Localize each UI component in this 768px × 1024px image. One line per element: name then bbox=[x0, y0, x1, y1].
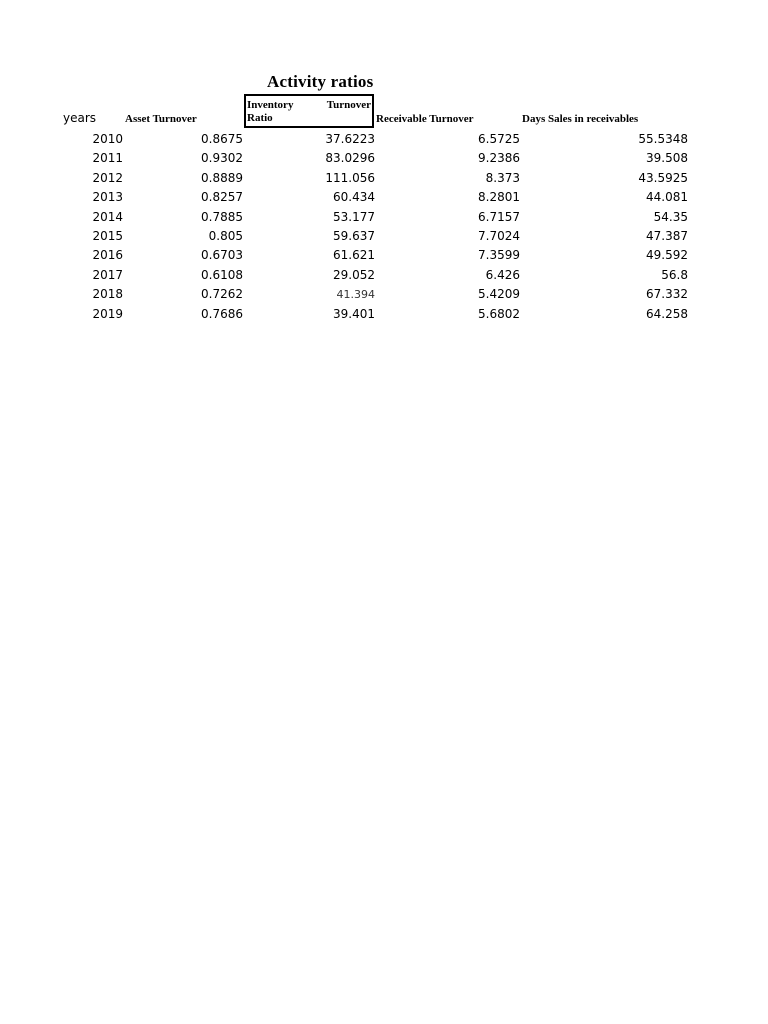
cell-receivable-turnover: 6.5725 bbox=[478, 132, 520, 146]
table-row bbox=[0, 266, 768, 285]
cell-days-sales: 67.332 bbox=[646, 287, 688, 302]
cell-days-sales: 55.5348 bbox=[638, 132, 688, 146]
cell-days-sales: 44.081 bbox=[646, 190, 688, 205]
cell-receivable-turnover: 8.2801 bbox=[478, 190, 520, 205]
cell-receivable-turnover: 6.7157 bbox=[478, 209, 520, 224]
cell-days-sales: 64.258 bbox=[646, 306, 688, 321]
data-table-body bbox=[0, 130, 768, 324]
table-row bbox=[0, 130, 768, 149]
cell-year: 2017 bbox=[92, 267, 123, 282]
cell-days-sales: 43.5925 bbox=[638, 170, 688, 185]
table-row bbox=[0, 246, 768, 265]
cell-inventory-turnover: 39.401 bbox=[333, 306, 375, 321]
cell-year: 2018 bbox=[92, 287, 123, 302]
cell-days-sales: 54.35 bbox=[653, 209, 688, 224]
header-inventory-label: Inventory bbox=[247, 99, 294, 111]
header-days-sales: Days Sales in receivables bbox=[522, 113, 639, 125]
cell-asset-turnover: 0.8675 bbox=[201, 132, 243, 146]
table-row bbox=[0, 305, 768, 324]
cell-receivable-turnover: 5.4209 bbox=[478, 287, 520, 302]
cell-inventory-turnover: 83.0296 bbox=[325, 151, 375, 166]
header-ratio-label: Ratio bbox=[247, 112, 273, 124]
cell-year: 2016 bbox=[92, 248, 123, 263]
cell-year: 2011 bbox=[92, 151, 123, 166]
cell-inventory-turnover: 59.637 bbox=[333, 228, 375, 243]
cell-year: 2012 bbox=[92, 170, 123, 185]
cell-inventory-turnover: 111.056 bbox=[325, 170, 375, 185]
table-row bbox=[0, 149, 768, 168]
cell-inventory-turnover: 37.6223 bbox=[325, 132, 375, 146]
cell-days-sales: 47.387 bbox=[646, 228, 688, 243]
cell-receivable-turnover: 7.3599 bbox=[478, 248, 520, 263]
cell-year: 2010 bbox=[92, 132, 123, 146]
cell-year: 2015 bbox=[92, 228, 123, 243]
cell-receivable-turnover: 6.426 bbox=[485, 267, 520, 282]
cell-asset-turnover: 0.9302 bbox=[201, 151, 243, 166]
cell-inventory-turnover: 53.177 bbox=[333, 209, 375, 224]
cell-days-sales: 39.508 bbox=[646, 151, 688, 166]
cell-receivable-turnover: 7.7024 bbox=[478, 228, 520, 243]
table-row bbox=[0, 285, 768, 304]
table-row bbox=[0, 169, 768, 188]
cell-days-sales: 49.592 bbox=[646, 248, 688, 263]
cell-receivable-turnover: 8.373 bbox=[485, 170, 520, 185]
table-row bbox=[0, 227, 768, 246]
cell-asset-turnover: 0.8889 bbox=[201, 170, 243, 185]
header-asset-turnover: Asset Turnover bbox=[125, 113, 197, 125]
cell-days-sales: 56.8 bbox=[661, 267, 688, 282]
cell-receivable-turnover: 9.2386 bbox=[478, 151, 520, 166]
table-row bbox=[0, 208, 768, 227]
header-inventory-turnover-ratio bbox=[244, 94, 374, 128]
cell-asset-turnover: 0.7885 bbox=[201, 209, 243, 224]
cell-year: 2014 bbox=[92, 209, 123, 224]
header-years: years bbox=[63, 111, 97, 125]
page-title: Activity ratios bbox=[267, 72, 374, 91]
cell-inventory-turnover: 41.394 bbox=[336, 288, 375, 302]
header-receivable-turnover: Receivable Turnover bbox=[376, 113, 474, 125]
table-row bbox=[0, 188, 768, 207]
cell-asset-turnover: 0.7686 bbox=[201, 306, 243, 321]
cell-asset-turnover: 0.7262 bbox=[201, 287, 243, 302]
cell-year: 2019 bbox=[92, 306, 123, 321]
cell-asset-turnover: 0.6703 bbox=[201, 248, 243, 263]
cell-asset-turnover: 0.8257 bbox=[201, 190, 243, 205]
cell-inventory-turnover: 29.052 bbox=[333, 267, 375, 282]
header-turnover-label: Turnover bbox=[326, 99, 371, 111]
cell-asset-turnover: 0.805 bbox=[208, 228, 243, 243]
cell-receivable-turnover: 5.6802 bbox=[478, 306, 520, 321]
cell-inventory-turnover: 60.434 bbox=[333, 190, 375, 205]
cell-year: 2013 bbox=[92, 190, 123, 205]
cell-asset-turnover: 0.6108 bbox=[201, 267, 243, 282]
cell-inventory-turnover: 61.621 bbox=[333, 248, 375, 263]
